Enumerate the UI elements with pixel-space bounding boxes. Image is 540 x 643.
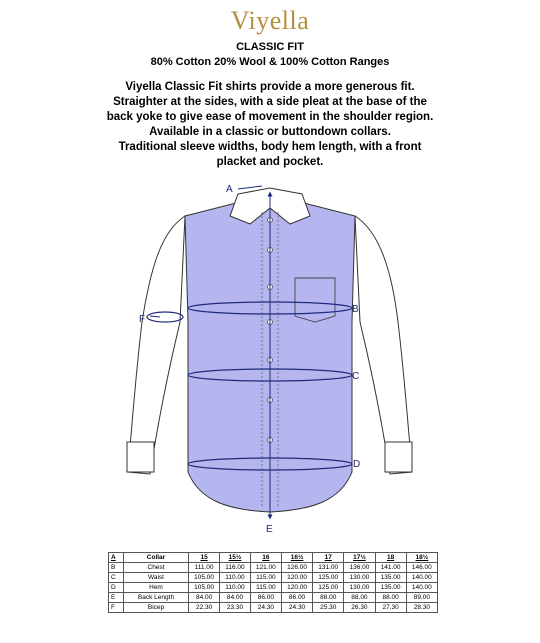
value-cell: 120.00 <box>281 573 312 583</box>
table-row <box>109 583 438 593</box>
value-cell: 121.00 <box>250 563 281 573</box>
table-row <box>109 563 438 573</box>
value-cell: 24.30 <box>250 603 281 613</box>
value-cell: 23.30 <box>220 603 251 613</box>
description-line: back yoke to give ease of movement in the shoulder region. <box>106 111 434 123</box>
row-letter: E <box>109 593 124 603</box>
row-letter: B <box>109 563 124 573</box>
value-cell: 115.00 <box>250 573 281 583</box>
row-letter: F <box>109 603 124 613</box>
table-row <box>109 573 438 583</box>
value-cell: 140.00 <box>406 573 437 583</box>
label-b: B <box>352 304 359 315</box>
value-cell: 125.00 <box>313 573 344 583</box>
table-row <box>109 593 438 603</box>
row-label: Waist <box>124 573 189 583</box>
size-cell: 18½ <box>406 553 437 563</box>
value-cell: 25.30 <box>313 603 344 613</box>
table-row <box>109 603 438 613</box>
table-header-row <box>109 553 438 563</box>
size-cell: 17½ <box>344 553 375 563</box>
value-cell: 88.00 <box>313 593 344 603</box>
label-f: F <box>139 314 146 325</box>
value-cell: 84.00 <box>220 593 251 603</box>
row-label: Bicep <box>124 603 189 613</box>
row-label: Hem <box>124 583 189 593</box>
value-cell: 116.00 <box>220 563 251 573</box>
value-cell: 111.00 <box>189 563 220 573</box>
description-line: Straighter at the sides, with a side pleat at the base of the <box>113 96 427 108</box>
value-cell: 131.00 <box>313 563 344 573</box>
row-letter: A <box>109 553 124 563</box>
label-c: C <box>352 371 360 382</box>
label-a: A <box>226 184 233 195</box>
brand-logo: Viyella <box>230 6 310 35</box>
fit-title: CLASSIC FIT <box>236 41 304 53</box>
value-cell: 22.30 <box>189 603 220 613</box>
value-cell: 120.00 <box>281 583 312 593</box>
value-cell: 141.00 <box>375 563 406 573</box>
value-cell: 105.00 <box>189 573 220 583</box>
label-e: E <box>266 524 273 535</box>
value-cell: 140.00 <box>406 583 437 593</box>
shirt-measurement-diagram <box>0 172 540 547</box>
value-cell: 136.00 <box>344 563 375 573</box>
description-line: placket and pocket. <box>216 156 324 168</box>
size-cell: 16½ <box>281 553 312 563</box>
size-cell: 17 <box>313 553 344 563</box>
description-line: Viyella Classic Fit shirts provide a more generous fit. <box>125 81 415 93</box>
value-cell: 27.30 <box>375 603 406 613</box>
value-cell: 24.30 <box>281 603 312 613</box>
value-cell: 126.00 <box>281 563 312 573</box>
fabric-composition: 80% Cotton 20% Wool & 100% Cotton Ranges <box>150 56 390 68</box>
value-cell: 84.00 <box>189 593 220 603</box>
value-cell: 86.00 <box>281 593 312 603</box>
value-cell: 110.00 <box>220 573 251 583</box>
size-cell: 18 <box>375 553 406 563</box>
value-cell: 135.00 <box>375 583 406 593</box>
row-label: Back Length <box>124 593 189 603</box>
row-letter: D <box>109 583 124 593</box>
description-line: Traditional sleeve widths, body hem length, with a front <box>118 141 422 153</box>
value-cell: 26.30 <box>344 603 375 613</box>
description-line: Available in a classic or buttondown collars. <box>149 126 391 138</box>
label-d: D <box>353 459 361 470</box>
row-label: Chest <box>124 563 189 573</box>
value-cell: 88.00 <box>375 593 406 603</box>
size-cell: 15½ <box>220 553 251 563</box>
value-cell: 135.00 <box>375 573 406 583</box>
value-cell: 146.00 <box>406 563 437 573</box>
value-cell: 28.30 <box>406 603 437 613</box>
left-sleeve <box>128 216 185 474</box>
row-label: Collar <box>124 553 189 563</box>
left-cuff <box>127 442 154 472</box>
value-cell: 86.00 <box>250 593 281 603</box>
value-cell: 125.00 <box>313 583 344 593</box>
value-cell: 130.00 <box>344 583 375 593</box>
value-cell: 89.00 <box>406 593 437 603</box>
size-cell: 16 <box>250 553 281 563</box>
row-letter: C <box>109 573 124 583</box>
value-cell: 105.00 <box>189 583 220 593</box>
collar-arrow <box>238 186 262 189</box>
size-chart-table <box>108 552 438 613</box>
fit-description <box>105 80 435 170</box>
value-cell: 110.00 <box>220 583 251 593</box>
value-cell: 115.00 <box>250 583 281 593</box>
value-cell: 88.00 <box>344 593 375 603</box>
right-sleeve <box>355 216 412 474</box>
size-cell: 15 <box>189 553 220 563</box>
right-cuff <box>385 442 412 472</box>
value-cell: 130.00 <box>344 573 375 583</box>
